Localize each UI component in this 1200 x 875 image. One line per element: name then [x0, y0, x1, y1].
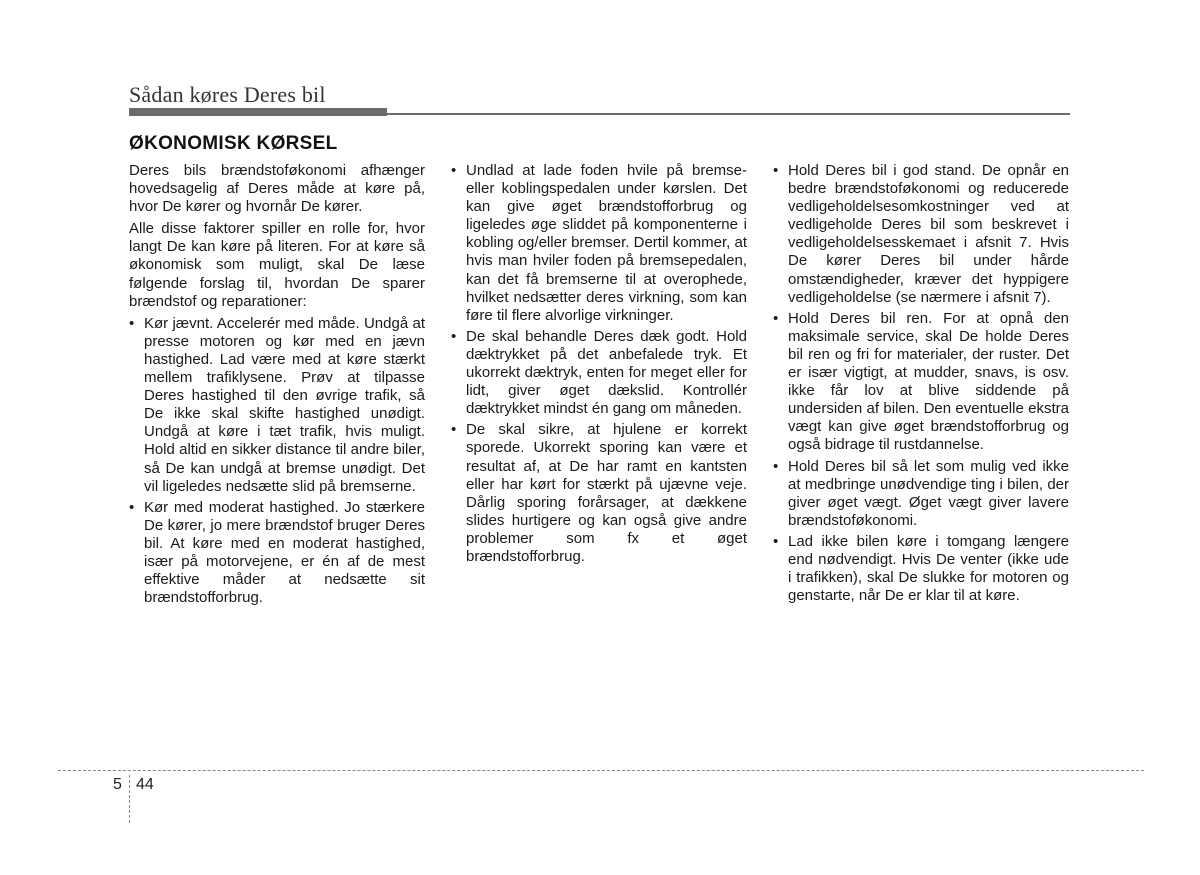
- text-column-2: [451, 162, 747, 569]
- text-column-3: [773, 162, 1069, 608]
- bullet-item: • Undlad at lade foden hvile på bremse- eller koblingspedalen under kørslen. Det kan give øget brændstofforbrug og ligeledes øge sliddet på komponenterne i kobling og/eller bremser. Dertil kommer, at hvis man hviler foden på bremsepedalen, kan det få bremserne til at overophede, hvilket nedsætter deres virkning, som kan føre til flere alvorlige virkninger.: [451, 162, 747, 325]
- bullet-item: • Lad ikke bilen køre i tomgang længere end nødvendigt. Hvis De venter (ikke ude i trafikken), skal De slukke for motoren og genstarte, når De er klar til at køre.: [773, 533, 1069, 605]
- footer-dashed-rule: [58, 770, 1144, 771]
- text-column-1: [129, 162, 425, 610]
- bullet-list: [451, 162, 747, 566]
- bullet-item: • Kør jævnt. Accelerér med måde. Undgå at presse motoren og kør med en jævn hastighed. Lad være med at køre stærkt mellem trafiklysene. Prøv at tilpasse Deres hastighed til den øvrige trafik, så De ikke skal skifte hastighed unødigt. Undgå at køre i tæt trafik, hvis muligt. Hold altid en sikker distance til andre biler, så De kan undgå at bremse unødigt. Det vil ligeledes nedsætte slid på bremserne.: [129, 315, 425, 496]
- bullet-item: • De skal sikre, at hjulene er korrekt sporede. Ukorrekt sporing kan være et resultat af, at De har ramt en kantsten eller har kørt for stærkt på ujævne veje. Dårlig sporing forårsager, at dækkene slides hurtigere og kan også give andre problemer som fx et øget brændstofforbrug.: [451, 421, 747, 566]
- bullet-item: • Hold Deres bil ren. For at opnå den maksimale service, skal De holde Deres bil ren og fri for materialer, der ruster. Det er især vigtigt, at mudder, snavs, is osv. ikke får lov at blive siddende på undersiden af bilen. Den eventuelle ekstra vægt kan give øget brændstofforbrug og også bidrage til rustdannelse.: [773, 310, 1069, 455]
- paragraph: Alle disse faktorer spiller en rolle for, hvor langt De kan køre på literen. For at køre så økonomisk som muligt, skal De læse følgende forslag til, hvordan De sparer brændstof og reparationer:: [129, 220, 425, 310]
- bullet-item: • De skal behandle Deres dæk godt. Hold dæktrykket på det anbefalede tryk. Et ukorrekt dæktryk, enten for meget eller for lidt, giver øget dækslid. Kontrollér dæktrykket mindst én gang om måneden.: [451, 328, 747, 418]
- header-rule-thin: [387, 113, 1070, 115]
- bullet-item: • Hold Deres bil så let som mulig ved ikke at medbringe unødvendige ting i bilen, der giver øget vægt. Øget vægt giver lavere brændstoføkonomi.: [773, 458, 1069, 530]
- footer-vertical-dashed-rule: [129, 775, 130, 823]
- bullet-list: [773, 162, 1069, 605]
- section-title: ØKONOMISK KØRSEL: [129, 133, 338, 154]
- page-number: 44: [136, 776, 154, 793]
- bullet-item: • Hold Deres bil i god stand. De opnår en bedre brændstoføkonomi og reducerede vedligeholdelsesomkostninger ved at vedligeholde Deres bil som beskrevet i vedligeholdelsesskemaet i afsnit 7. Hvis De kører Deres bil under hårde omstændigheder, kræver det hyppigere vedligeholdelse (se nærmere i afsnit 7).: [773, 162, 1069, 307]
- bullet-item: • Kør med moderat hastighed. Jo stærkere De kører, jo mere brændstof bruger Deres bil. At køre med en moderat hastighed, især på motorvejene, er én af de mest effektive måder at nedsætte sit brændstofforbrug.: [129, 499, 425, 608]
- header-rule-thick: [129, 108, 387, 116]
- paragraph: Deres bils brændstoføkonomi afhænger hovedsagelig af Deres måde at køre på, hvor De kører og hvornår De kører.: [129, 162, 425, 216]
- chapter-number: 5: [113, 776, 122, 793]
- page-header-title: Sådan køres Deres bil: [129, 82, 326, 107]
- bullet-list: [129, 315, 425, 608]
